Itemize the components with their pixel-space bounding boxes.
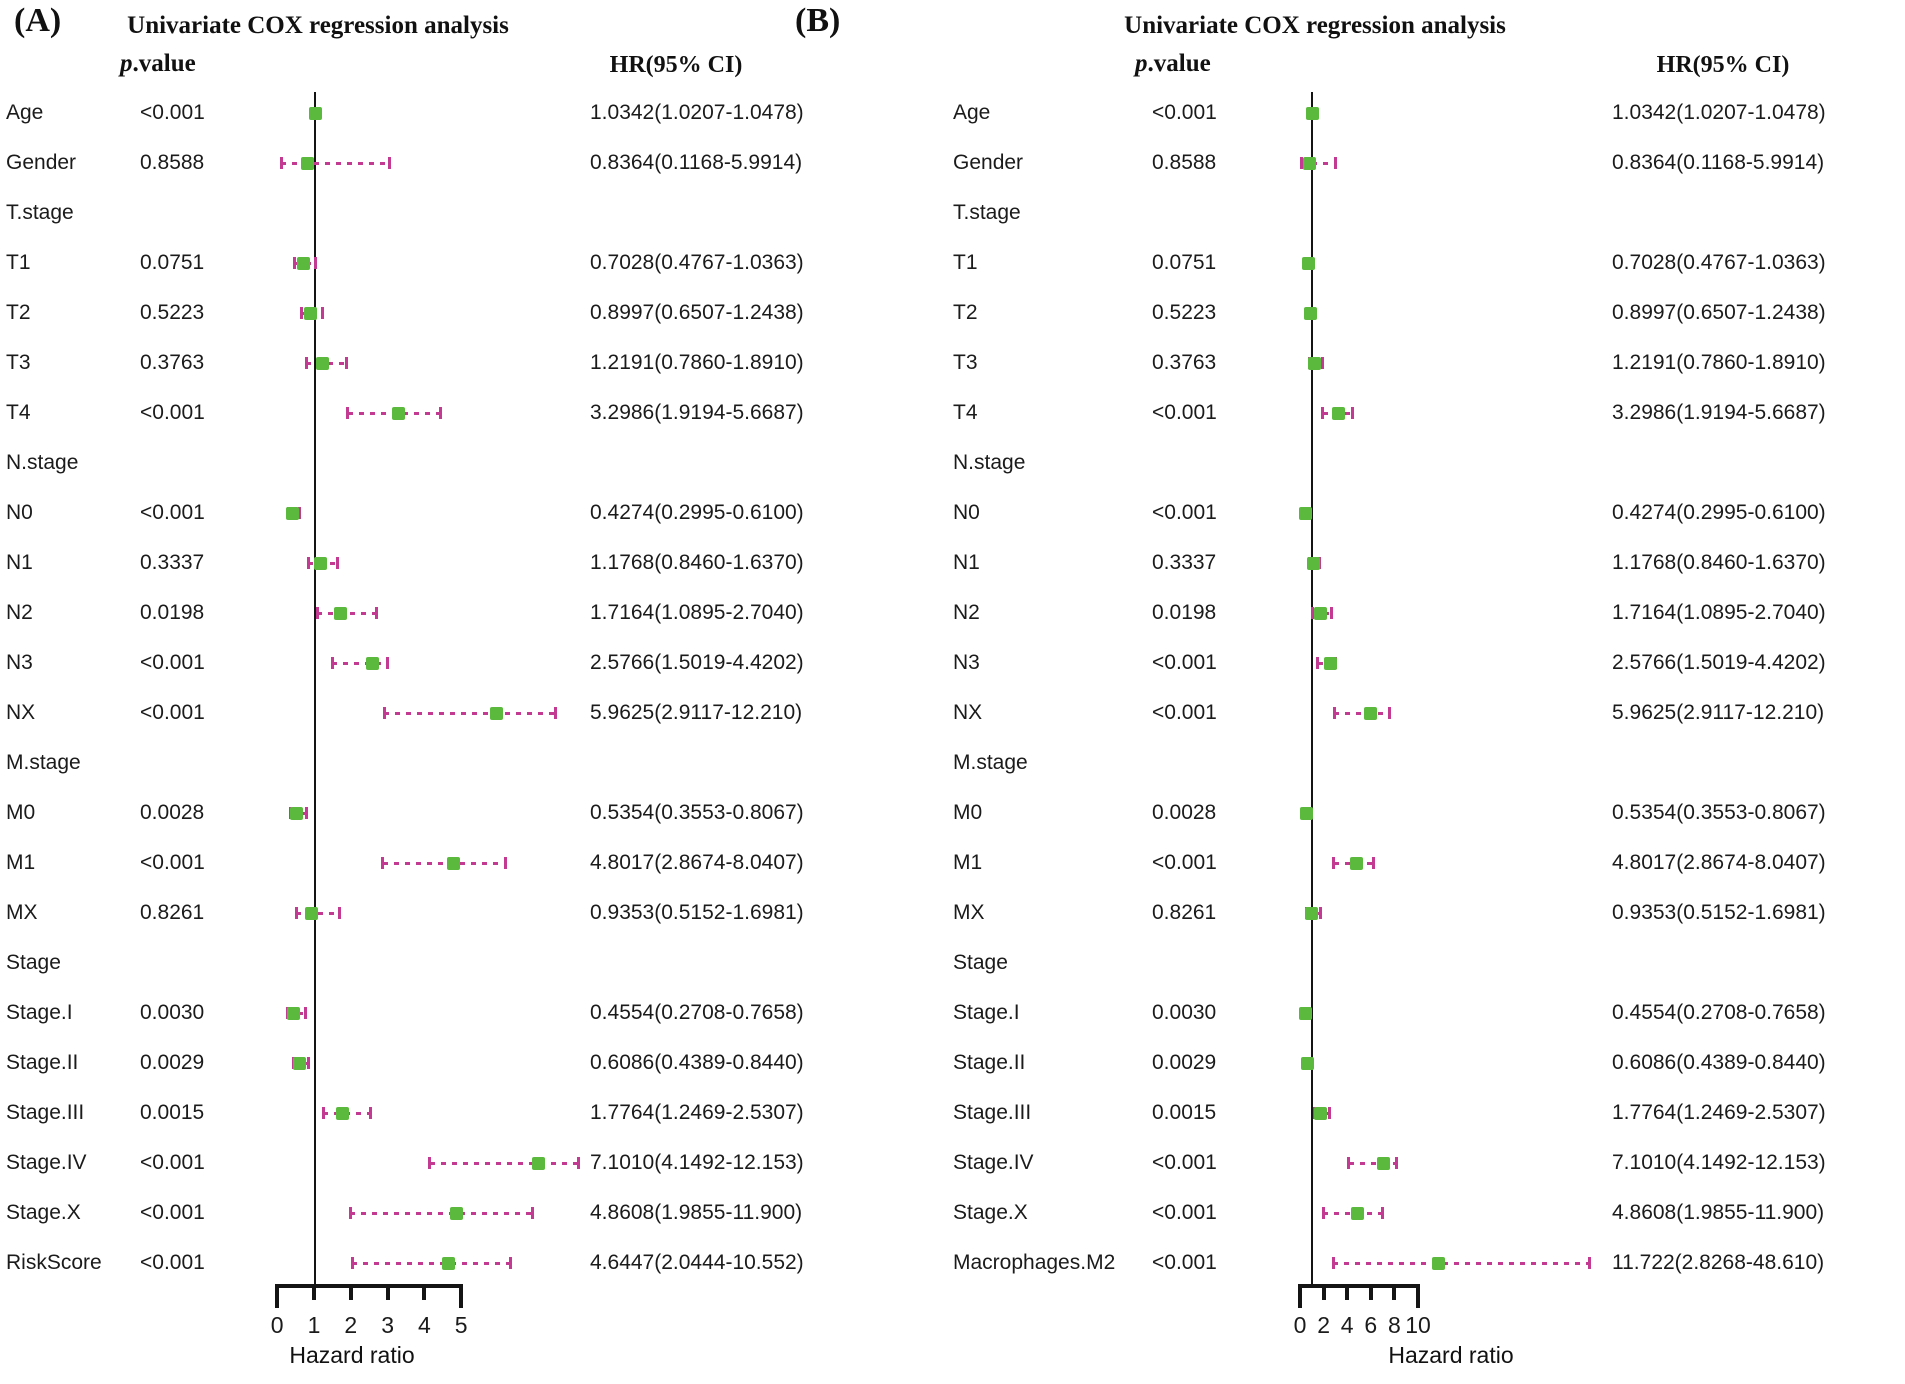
ci-cap-lower (1332, 857, 1335, 869)
ci-whisker (352, 1262, 510, 1265)
hr-point-marker (336, 1107, 349, 1120)
ci-cap-upper (1381, 1207, 1384, 1219)
row-hr-ci-text: 1.0342(1.0207-1.0478) (590, 101, 804, 124)
ci-cap-upper (1372, 857, 1375, 869)
row-hr-ci-text: 2.5766(1.5019-4.4202) (590, 651, 804, 674)
row-pvalue: 0.0029 (140, 1051, 205, 1074)
x-axis-tick-label: 8 (1387, 1312, 1401, 1338)
hr-point-marker (1301, 1057, 1314, 1070)
ci-cap-lower (300, 307, 303, 319)
row-label: Gender (6, 151, 77, 174)
row-label: T1 (6, 251, 31, 274)
row-hr-ci-text: 0.8997(0.6507-1.2438) (1612, 301, 1826, 324)
x-axis-tick-label: 10 (1405, 1312, 1431, 1338)
row-pvalue: <0.001 (140, 401, 205, 424)
ci-cap-lower (351, 1257, 354, 1269)
row-label: M0 (953, 801, 983, 824)
group-row-label: T.stage (953, 201, 1021, 224)
row-label: N3 (953, 651, 980, 674)
hr-point-marker (287, 1007, 300, 1020)
hr-point-marker (305, 907, 318, 920)
ci-cap-upper (369, 1107, 372, 1119)
hr-point-marker (1332, 407, 1345, 420)
ci-cap-upper (1388, 707, 1391, 719)
hr-point-marker (532, 1157, 545, 1170)
panel-b-hr-header: HR(95% CI) (1656, 52, 1790, 78)
hr-point-marker (1305, 907, 1318, 920)
panel-a-hr-header: HR(95% CI) (609, 52, 743, 78)
hr-point-marker (314, 557, 327, 570)
panel-a-title: Univariate COX regression analysis (127, 12, 509, 39)
row-pvalue: <0.001 (140, 851, 205, 874)
row-label: Macrophages.M2 (953, 1251, 1116, 1274)
ci-cap-upper (531, 1207, 534, 1219)
row-pvalue: 0.0029 (1152, 1051, 1217, 1074)
x-axis-tick (1369, 1284, 1373, 1300)
ci-cap-upper (554, 707, 557, 719)
x-axis-tick-label: 2 (1317, 1312, 1330, 1338)
row-pvalue: 0.0751 (140, 251, 205, 274)
panel-b-tag: (B) (795, 2, 841, 39)
hr-point-marker (316, 357, 329, 370)
hr-point-marker (309, 107, 322, 120)
row-label: Age (953, 101, 991, 124)
row-hr-ci-text: 0.6086(0.4389-0.8440) (590, 1051, 804, 1074)
ci-cap-upper (388, 157, 391, 169)
x-axis-tick (349, 1284, 353, 1300)
row-hr-ci-text: 0.5354(0.3553-0.8067) (1612, 801, 1826, 824)
pvalue-header-p: p (1135, 50, 1148, 77)
hr-point-marker (442, 1257, 455, 1270)
row-label: T4 (953, 401, 978, 424)
ci-whisker (430, 1162, 579, 1165)
hr-point-marker (1350, 857, 1363, 870)
ci-cap-lower (316, 607, 319, 619)
row-hr-ci-text: 0.8364(0.1168-5.9914) (1612, 151, 1825, 174)
row-label: Stage.IV (6, 1151, 87, 1174)
hr-point-marker (447, 857, 460, 870)
row-pvalue: 0.0028 (1152, 801, 1217, 824)
hr-point-marker (366, 657, 379, 670)
hr-point-marker (1308, 357, 1321, 370)
panel-a-tag: (A) (14, 2, 62, 39)
panel-a-xaxis-label: Hazard ratio (289, 1342, 415, 1368)
row-pvalue: 0.0198 (140, 601, 205, 624)
row-pvalue: 0.8588 (140, 151, 205, 174)
row-label: Stage.X (953, 1201, 1028, 1224)
ci-cap-lower (1321, 407, 1324, 419)
ci-cap-upper (1395, 1157, 1398, 1169)
row-label: T4 (6, 401, 31, 424)
x-axis-tick (422, 1284, 426, 1300)
ci-cap-lower (305, 357, 308, 369)
row-label: T1 (953, 251, 978, 274)
ci-cap-upper (1351, 407, 1354, 419)
row-label: N2 (953, 601, 980, 624)
hr-point-marker (1324, 657, 1337, 670)
hr-point-marker (1432, 1257, 1445, 1270)
row-pvalue: 0.0198 (1152, 601, 1217, 624)
ci-cap-lower (1332, 1257, 1335, 1269)
row-pvalue: <0.001 (1152, 651, 1217, 674)
row-pvalue: <0.001 (1152, 1251, 1217, 1274)
hr-point-marker (1314, 1107, 1327, 1120)
row-label: T3 (953, 351, 978, 374)
ci-whisker (332, 662, 387, 665)
x-axis-tick (1322, 1284, 1326, 1300)
pvalue-header-rest: .value (132, 50, 196, 77)
hr-point-marker (1306, 107, 1319, 120)
row-pvalue: 0.0030 (140, 1001, 205, 1024)
row-hr-ci-text: 0.9353(0.5152-1.6981) (1612, 901, 1826, 924)
group-row-label: M.stage (6, 751, 81, 774)
ci-cap-upper (1321, 357, 1324, 369)
ci-cap-lower (383, 707, 386, 719)
ci-cap-upper (439, 407, 442, 419)
x-axis-tick (459, 1284, 463, 1308)
ci-cap-upper (1330, 607, 1333, 619)
ci-whisker (350, 1212, 533, 1215)
ci-whisker (1333, 1262, 1589, 1265)
ci-cap-lower (331, 657, 334, 669)
row-pvalue: <0.001 (140, 1251, 205, 1274)
row-pvalue: <0.001 (140, 1151, 205, 1174)
row-label: N0 (6, 501, 33, 524)
hr-point-marker (290, 807, 303, 820)
row-label: MX (6, 901, 38, 924)
ci-cap-upper (386, 657, 389, 669)
row-label: MX (953, 901, 985, 924)
row-pvalue: 0.3337 (140, 551, 205, 574)
ci-cap-upper (1319, 907, 1322, 919)
row-label: M1 (953, 851, 983, 874)
ci-cap-upper (1334, 157, 1337, 169)
row-hr-ci-text: 0.4554(0.2708-0.7658) (1612, 1001, 1826, 1024)
ci-cap-lower (322, 1107, 325, 1119)
reference-line-hr1 (314, 92, 316, 1284)
ci-cap-upper (305, 807, 308, 819)
row-label: Stage.III (953, 1101, 1032, 1124)
ci-cap-lower (280, 157, 283, 169)
row-hr-ci-text: 0.5354(0.3553-0.8067) (590, 801, 804, 824)
row-pvalue: 0.3337 (1152, 551, 1217, 574)
ci-cap-upper (345, 357, 348, 369)
row-pvalue: 0.0028 (140, 801, 205, 824)
row-hr-ci-text: 7.1010(4.1492-12.153) (590, 1151, 804, 1174)
row-pvalue: <0.001 (1152, 701, 1217, 724)
row-hr-ci-text: 0.9353(0.5152-1.6981) (590, 901, 804, 924)
ci-cap-lower (295, 907, 298, 919)
row-pvalue: <0.001 (140, 701, 205, 724)
row-hr-ci-text: 2.5766(1.5019-4.4202) (1612, 651, 1826, 674)
hr-point-marker (297, 257, 310, 270)
row-hr-ci-text: 1.7164(1.0895-2.7040) (590, 601, 804, 624)
row-label: N1 (6, 551, 33, 574)
row-hr-ci-text: 0.6086(0.4389-0.8440) (1612, 1051, 1826, 1074)
group-row-label: Stage (953, 951, 1008, 974)
row-hr-ci-text: 1.1768(0.8460-1.6370) (1612, 551, 1826, 574)
row-hr-ci-text: 0.7028(0.4767-1.0363) (590, 251, 804, 274)
row-hr-ci-text: 4.8017(2.8674-8.0407) (590, 851, 804, 874)
x-axis-tick (1345, 1284, 1349, 1300)
row-label: Stage.I (6, 1001, 73, 1024)
x-axis-tick (1392, 1284, 1396, 1300)
hr-point-marker (1299, 507, 1312, 520)
row-label: Gender (953, 151, 1024, 174)
row-pvalue: <0.001 (1152, 851, 1217, 874)
row-pvalue: <0.001 (140, 101, 205, 124)
x-axis-tick-label: 0 (270, 1312, 284, 1338)
row-hr-ci-text: 3.2986(1.9194-5.6687) (1612, 401, 1826, 424)
ci-cap-upper (504, 857, 507, 869)
hr-point-marker (1300, 807, 1313, 820)
row-hr-ci-text: 5.9625(2.9117-12.210) (1612, 701, 1825, 724)
row-label: T3 (6, 351, 31, 374)
hr-point-marker (1314, 607, 1327, 620)
x-axis-tick-label: 2 (344, 1312, 358, 1338)
x-axis-tick-label: 4 (417, 1312, 431, 1338)
row-hr-ci-text: 1.7164(1.0895-2.7040) (1612, 601, 1826, 624)
row-pvalue: 0.8261 (140, 901, 205, 924)
hr-point-marker (286, 507, 299, 520)
row-hr-ci-text: 0.8997(0.6507-1.2438) (590, 301, 804, 324)
group-row-label: T.stage (6, 201, 74, 224)
row-hr-ci-text: 5.9625(2.9117-12.210) (590, 701, 803, 724)
panel-a-pvalue-header (120, 50, 196, 78)
ci-cap-upper (307, 1057, 310, 1069)
row-hr-ci-text: 1.7764(1.2469-2.5307) (590, 1101, 804, 1124)
x-axis-tick (1298, 1284, 1302, 1308)
ci-cap-lower (1333, 707, 1336, 719)
row-label: N1 (953, 551, 980, 574)
row-label: Age (6, 101, 44, 124)
hr-point-marker (1364, 707, 1377, 720)
ci-cap-lower (1316, 657, 1319, 669)
pvalue-header-rest: .value (1147, 50, 1211, 77)
row-pvalue: <0.001 (140, 1201, 205, 1224)
row-label: Stage.II (953, 1051, 1026, 1074)
x-axis-line (1298, 1284, 1420, 1288)
ci-cap-lower (1347, 1157, 1350, 1169)
ci-cap-lower (346, 407, 349, 419)
row-label: N3 (6, 651, 33, 674)
ci-cap-upper (509, 1257, 512, 1269)
row-label: NX (953, 701, 983, 724)
x-axis-tick-label: 4 (1340, 1312, 1354, 1338)
row-pvalue: <0.001 (1152, 501, 1217, 524)
row-label: NX (6, 701, 36, 724)
row-pvalue: <0.001 (1152, 1201, 1217, 1224)
row-hr-ci-text: 3.2986(1.9194-5.6687) (590, 401, 804, 424)
x-axis-tick (1416, 1284, 1420, 1308)
ci-cap-upper (577, 1157, 580, 1169)
row-pvalue: <0.001 (1152, 1151, 1217, 1174)
row-pvalue: <0.001 (1152, 401, 1217, 424)
ci-cap-upper (304, 1007, 307, 1019)
hr-point-marker (1302, 257, 1315, 270)
panel-b-pvalue-header (1135, 50, 1211, 78)
row-hr-ci-text: 1.2191(0.7860-1.8910) (590, 351, 804, 374)
row-label: Stage.III (6, 1101, 85, 1124)
x-axis-tick (386, 1284, 390, 1300)
x-axis-tick-label: 1 (307, 1312, 321, 1338)
row-pvalue: 0.5223 (1152, 301, 1217, 324)
hr-point-marker (334, 607, 347, 620)
row-label: T2 (6, 301, 31, 324)
row-hr-ci-text: 0.4554(0.2708-0.7658) (590, 1001, 804, 1024)
row-pvalue: 0.8588 (1152, 151, 1217, 174)
hr-point-marker (1351, 1207, 1364, 1220)
row-pvalue: <0.001 (1152, 101, 1217, 124)
ci-whisker (383, 862, 506, 865)
ci-cap-lower (428, 1157, 431, 1169)
row-hr-ci-text: 0.7028(0.4767-1.0363) (1612, 251, 1826, 274)
ci-cap-lower (307, 557, 310, 569)
ci-whisker (1334, 712, 1389, 715)
x-axis-tick (275, 1284, 279, 1308)
row-hr-ci-text: 7.1010(4.1492-12.153) (1612, 1151, 1826, 1174)
row-pvalue: <0.001 (140, 501, 205, 524)
row-hr-ci-text: 0.8364(0.1168-5.9914) (590, 151, 803, 174)
ci-cap-upper (336, 557, 339, 569)
row-pvalue: 0.3763 (1152, 351, 1217, 374)
row-label: M0 (6, 801, 36, 824)
row-hr-ci-text: 1.1768(0.8460-1.6370) (590, 551, 804, 574)
hr-point-marker (1307, 557, 1320, 570)
ci-whisker (317, 612, 376, 615)
ci-cap-upper (321, 307, 324, 319)
ci-cap-lower (293, 257, 296, 269)
hr-point-marker (1304, 307, 1317, 320)
hr-point-marker (490, 707, 503, 720)
row-hr-ci-text: 4.6447(2.0444-10.552) (590, 1251, 804, 1274)
hr-point-marker (301, 157, 314, 170)
panel-b-xaxis-label: Hazard ratio (1388, 1342, 1514, 1368)
row-label: N0 (953, 501, 980, 524)
row-label: Stage.X (6, 1201, 81, 1224)
pvalue-header-p: p (120, 50, 133, 77)
hr-point-marker (1299, 1007, 1312, 1020)
ci-cap-upper (375, 607, 378, 619)
hr-point-marker (304, 307, 317, 320)
ci-cap-upper (338, 907, 341, 919)
x-axis-tick-label: 0 (1293, 1312, 1307, 1338)
ci-cap-upper (314, 257, 317, 269)
reference-line-hr1 (1311, 92, 1313, 1284)
x-axis-tick (312, 1284, 316, 1300)
panel-b-title: Univariate COX regression analysis (1124, 12, 1506, 39)
x-axis-tick-label: 3 (381, 1312, 394, 1338)
row-hr-ci-text: 0.4274(0.2995-0.6100) (590, 501, 804, 524)
row-pvalue: <0.001 (140, 651, 205, 674)
row-hr-ci-text: 1.7764(1.2469-2.5307) (1612, 1101, 1826, 1124)
x-axis-tick-label: 5 (454, 1312, 468, 1338)
row-label: Stage.I (953, 1001, 1020, 1024)
ci-cap-upper (1588, 1257, 1591, 1269)
group-row-label: N.stage (6, 451, 79, 474)
row-hr-ci-text: 11.722(2.8268-48.610) (1612, 1251, 1825, 1274)
hr-point-marker (293, 1057, 306, 1070)
group-row-label: N.stage (953, 451, 1026, 474)
row-pvalue: 0.0015 (140, 1101, 205, 1124)
x-axis-line (275, 1284, 463, 1288)
group-row-label: M.stage (953, 751, 1028, 774)
row-label: M1 (6, 851, 36, 874)
row-label: Stage.II (6, 1051, 79, 1074)
group-row-label: Stage (6, 951, 61, 974)
row-pvalue: 0.5223 (140, 301, 205, 324)
ci-cap-upper (1328, 1107, 1331, 1119)
ci-cap-lower (1322, 1207, 1325, 1219)
row-hr-ci-text: 4.8017(2.8674-8.0407) (1612, 851, 1826, 874)
row-hr-ci-text: 0.4274(0.2995-0.6100) (1612, 501, 1826, 524)
ci-cap-lower (381, 857, 384, 869)
row-label: N2 (6, 601, 33, 624)
hr-point-marker (1303, 157, 1316, 170)
hr-point-marker (392, 407, 405, 420)
hr-point-marker (450, 1207, 463, 1220)
row-pvalue: 0.8261 (1152, 901, 1217, 924)
row-pvalue: 0.3763 (140, 351, 205, 374)
row-label: RiskScore (6, 1251, 102, 1274)
row-pvalue: 0.0751 (1152, 251, 1217, 274)
row-label: Stage.IV (953, 1151, 1034, 1174)
ci-cap-lower (349, 1207, 352, 1219)
row-hr-ci-text: 4.8608(1.9855-11.900) (590, 1201, 803, 1224)
row-label: T2 (953, 301, 978, 324)
ci-whisker (281, 162, 389, 165)
ci-whisker (384, 712, 555, 715)
row-hr-ci-text: 1.0342(1.0207-1.0478) (1612, 101, 1826, 124)
x-axis-tick-label: 6 (1364, 1312, 1378, 1338)
row-hr-ci-text: 4.8608(1.9855-11.900) (1612, 1201, 1825, 1224)
row-pvalue: 0.0015 (1152, 1101, 1217, 1124)
row-hr-ci-text: 1.2191(0.7860-1.8910) (1612, 351, 1826, 374)
hr-point-marker (1377, 1157, 1390, 1170)
row-pvalue: 0.0030 (1152, 1001, 1217, 1024)
